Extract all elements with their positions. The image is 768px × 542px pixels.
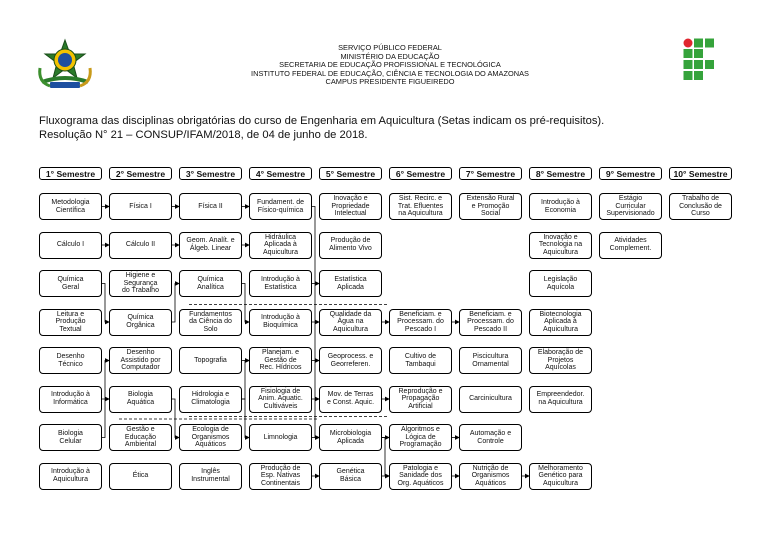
- course-box: Física I: [109, 193, 172, 220]
- semester-header: 3° Semestre: [179, 167, 242, 180]
- semester-header: 2° Semestre: [109, 167, 172, 180]
- course-box: Automação e Controle: [459, 424, 522, 451]
- header-line: SECRETARIA DE EDUCAÇÃO PROFISSIONAL E TECNOLÓGICA: [279, 60, 501, 70]
- course-box: Inovação e Tecnologia na Aquicultura: [529, 232, 592, 259]
- course-box: Legislação Aquícola: [529, 270, 592, 297]
- course-box: Topografia: [179, 347, 242, 374]
- course-box: Planejam. e Gestão de Rec. Hídricos: [249, 347, 312, 374]
- course-box: Elaboração de Projetos Aquícolas: [529, 347, 592, 374]
- course-box: Química Geral: [39, 270, 102, 297]
- semester-header: 9° Semestre: [599, 167, 662, 180]
- course-box: Beneficiam. e Processam. do Pescado I: [389, 309, 452, 336]
- course-box: Fisiologia de Anim. Aquatic. Cultiváveis: [249, 386, 312, 413]
- course-box: Química Orgânica: [109, 309, 172, 336]
- course-box: Cálculo I: [39, 232, 102, 259]
- course-box: Qualidade da Água na Aquicultura: [319, 309, 382, 336]
- course-box: Sist. Recirc. e Trat. Efluentes na Aquicultura: [389, 193, 452, 220]
- course-box: Cálculo II: [109, 232, 172, 259]
- course-box: Hidráulica Aplicada à Aquicultura: [249, 232, 312, 259]
- course-box: Empreendedor. na Aquicultura: [529, 386, 592, 413]
- course-box: Ética: [109, 463, 172, 490]
- course-box: Metodologia Científica: [39, 193, 102, 220]
- course-box: Beneficiam. e Processam. do Pescado II: [459, 309, 522, 336]
- course-box: Geom. Analít. e Álgeb. Linear: [179, 232, 242, 259]
- course-box: Trabalho de Conclusão de Curso: [669, 193, 732, 220]
- course-box: Cultivo de Tambaqui: [389, 347, 452, 374]
- course-box: Leitura e Produção Textual: [39, 309, 102, 336]
- course-box: Biotecnologia Aplicada à Aquicultura: [529, 309, 592, 336]
- course-box: Microbiologia Aplicada: [319, 424, 382, 451]
- title-line-1: Fluxograma das disciplinas obrigatórias do curso de Engenharia em Aquicultura (Setas indicam os pré-requisitos).: [39, 115, 605, 127]
- prerequisite-arrow: [102, 361, 109, 400]
- course-box: Química Analítica: [179, 270, 242, 297]
- course-box: Desenho Assistido por Computador: [109, 347, 172, 374]
- prerequisite-arrow: [312, 322, 319, 438]
- course-box: Melhoramento Genético para Aquicultura: [529, 463, 592, 490]
- course-box: Higiene e Segurança do Trabalho: [109, 270, 172, 297]
- course-box: Introdução à Estatística: [249, 270, 312, 297]
- semester-header: 5° Semestre: [319, 167, 382, 180]
- course-box: Reprodução e Propagação Artificial: [389, 386, 452, 413]
- course-box: Produção de Alimento Vivo: [319, 232, 382, 259]
- course-box: Introdução à Bioquímica: [249, 309, 312, 336]
- course-box: Estatística Aplicada: [319, 270, 382, 297]
- prerequisite-arrow: [242, 399, 249, 438]
- course-box: Genética Básica: [319, 463, 382, 490]
- course-box: Atividades Complement.: [599, 232, 662, 259]
- prerequisite-arrow: [102, 284, 109, 323]
- course-box: Carcinicultura: [459, 386, 522, 413]
- course-box: Física II: [179, 193, 242, 220]
- course-box: Ecologia de Organismos Aquáticos: [179, 424, 242, 451]
- course-box: Hidrologia e Climatologia: [179, 386, 242, 413]
- semester-header: 4° Semestre: [249, 167, 312, 180]
- course-box: Inglês Instrumental: [179, 463, 242, 490]
- prerequisite-arrow: [382, 438, 389, 477]
- prerequisite-arrow: [172, 399, 179, 438]
- prerequisite-arrow: [242, 361, 249, 400]
- semester-header: 10° Semestre: [669, 167, 732, 180]
- course-box: Extensão Rural e Promoção Social: [459, 193, 522, 220]
- semester-header: 7° Semestre: [459, 167, 522, 180]
- course-box: Biologia Aquática: [109, 386, 172, 413]
- course-box: Algoritmos e Lógica de Programação: [389, 424, 452, 451]
- course-box: Introdução à Informática: [39, 386, 102, 413]
- semester-header: 1° Semestre: [39, 167, 102, 180]
- header-line: MINISTÉRIO DA EDUCAÇÃO: [340, 51, 440, 61]
- header-line: INSTITUTO FEDERAL DE EDUCAÇÃO, CIÊNCIA E TECNOLOGIA DO AMAZONAS: [251, 68, 529, 78]
- course-box: Inovação e Propriedade Intelectual: [319, 193, 382, 220]
- course-box: Introdução à Aquicultura: [39, 463, 102, 490]
- course-box: Introdução à Economia: [529, 193, 592, 220]
- title-line-2: Resolução N° 21 – CONSUP/IFAM/2018, de 04 de junho de 2018.: [39, 129, 368, 141]
- course-box: Estágio Curricular Supervisionado: [599, 193, 662, 220]
- course-box: Limnologia: [249, 424, 312, 451]
- header-line: SERVIÇO PÚBLICO FEDERAL: [338, 43, 442, 52]
- course-box: Fundament. de Físico-química: [249, 193, 312, 220]
- semester-header: 8° Semestre: [529, 167, 592, 180]
- course-box: Geoprocess. e Georreferen.: [319, 347, 382, 374]
- course-box: Biologia Celular: [39, 424, 102, 451]
- course-box: Produção de Esp. Nativas Continentais: [249, 463, 312, 490]
- course-box: Gestão e Educação Ambiental: [109, 424, 172, 451]
- prerequisite-arrow: [172, 284, 179, 323]
- course-box: Desenho Técnico: [39, 347, 102, 374]
- prerequisite-arrow: [242, 284, 249, 323]
- course-box: Nutrição de Organismos Aquáticos: [459, 463, 522, 490]
- course-box: Fundamentos da Ciência do Solo: [179, 309, 242, 336]
- course-box: Patologia e Sanidade dos Org. Aquáticos: [389, 463, 452, 490]
- header-line: CAMPUS PRESIDENTE FIGUEIREDO: [325, 77, 455, 87]
- prerequisite-arrow: [102, 399, 109, 438]
- course-box: Mov. de Terras e Const. Aquic.: [319, 386, 382, 413]
- semester-header: 6° Semestre: [389, 167, 452, 180]
- course-box: Piscicultura Ornamental: [459, 347, 522, 374]
